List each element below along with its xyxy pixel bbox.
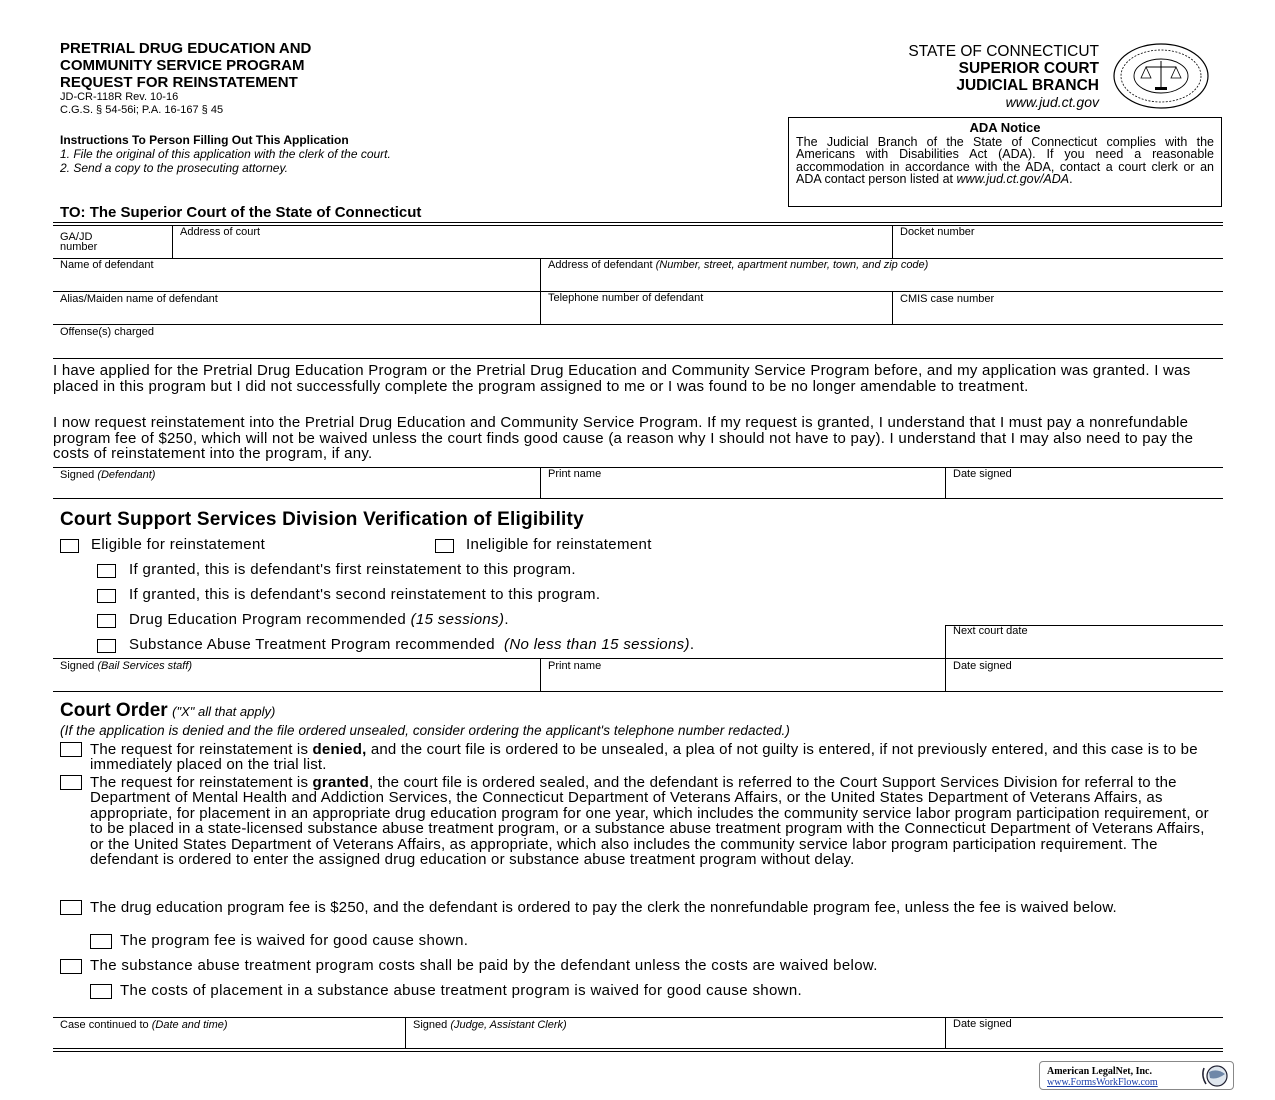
- alias-field[interactable]: Alias/Maiden name of defendant: [60, 293, 218, 305]
- offenses-field[interactable]: Offense(s) charged: [60, 326, 154, 338]
- cmis-field[interactable]: CMIS case number: [900, 293, 995, 305]
- next-court-date-field[interactable]: Next court date: [953, 625, 1028, 637]
- substance-abuse-label: Substance Abuse Treatment Program recommended (No less than 15 sessions).: [129, 636, 695, 653]
- case-continued-field[interactable]: Case continued to (Date and time): [60, 1019, 228, 1031]
- court-address-field[interactable]: Address of court: [180, 226, 261, 238]
- instructions: Instructions To Person Filling Out This Application 1. File the original of this application with the clerk of the court. 2. Send a copy to the prosecuting attorney.: [60, 133, 391, 175]
- costs-waived-checkbox[interactable]: [90, 984, 112, 999]
- form-title: PRETRIAL DRUG EDUCATION AND COMMUNITY SERVICE PROGRAM REQUEST FOR REINSTATEMENT: [60, 40, 312, 91]
- judicial-seal-icon: [1112, 43, 1210, 109]
- defendant-print-name-field[interactable]: Print name: [548, 468, 602, 480]
- denied-order-text: The request for reinstatement is denied, and the court file is ordered to be unsealed, a plea of not guilty is entered, if not previously entered, and this case is to be immediately placed on the trial list.: [90, 741, 1198, 774]
- costs-checkbox[interactable]: [60, 959, 82, 974]
- addressee: TO: The Superior Court of the State of Connecticut: [60, 204, 422, 221]
- reinstatement-request-statement: I now request reinstatement into the Pretrial Drug Education and Community Service Program. If my request is granted, I understand that I must pay a nonrefundable program fee of $250, which will not be waived unless the court finds good cause (a reason why I should not have to pay). I understand that I may also need to pay the costs of reinstatement into the program, if any.: [53, 414, 1194, 463]
- fee-checkbox[interactable]: [60, 900, 82, 915]
- cssd-heading: Court Support Services Division Verification of Eligibility: [60, 509, 584, 530]
- globe-icon: [1200, 1064, 1230, 1088]
- substance-abuse-checkbox[interactable]: [97, 639, 116, 653]
- defendant-signature-field[interactable]: Signed (Defendant): [60, 469, 156, 481]
- defendant-name-field[interactable]: Name of defendant: [60, 259, 154, 271]
- court-order-note: (If the application is denied and the file ordered unsealed, consider ordering the applicant's telephone number redacted.): [60, 723, 790, 738]
- fee-waived-checkbox[interactable]: [90, 934, 112, 949]
- judge-date-signed-field[interactable]: Date signed: [953, 1018, 1012, 1030]
- second-reinstatement-checkbox[interactable]: [97, 589, 116, 603]
- publisher-url[interactable]: www.FormsWorkFlow.com: [1047, 1077, 1158, 1088]
- bail-staff-print-name-field[interactable]: Print name: [548, 660, 602, 672]
- docket-number-field[interactable]: Docket number: [900, 226, 975, 238]
- website-link[interactable]: www.jud.ct.gov: [1005, 94, 1099, 110]
- bail-staff-signature-field[interactable]: Signed (Bail Services staff): [60, 660, 193, 672]
- granted-order-text: The request for reinstatement is granted, the court file is ordered sealed, and the defendant is referred to the Court Support Services Division for referral to the Department of Mental Health and Addiction Services, the Connecticut Department of Veterans Affairs, or the United States Department of Veterans Affairs, as appropriate, for placement in an appropriate drug education program for one year, which includes the community service labor program participation requirement, or to be placed in a state-licensed substance abuse treatment program, or a substance abuse treatment program with the Connecticut Department of Veterans Affairs, or the United States Department of Veterans Affairs, as appropriate, which also includes the community service labor program participation requirement. The defendant is ordered to enter the assigned drug education or substance abuse treatment program without delay.: [90, 774, 1209, 869]
- eligible-checkbox[interactable]: [60, 539, 79, 553]
- eligible-label: Eligible for reinstatement: [91, 536, 266, 553]
- costs-order-text: The substance abuse treatment program costs shall be paid by the defendant unless the costs are waived below.: [90, 957, 878, 974]
- denied-checkbox[interactable]: [60, 742, 82, 757]
- drug-education-checkbox[interactable]: [97, 614, 116, 628]
- ada-link[interactable]: www.jud.ct.gov/ADA: [956, 172, 1070, 187]
- first-reinstatement-label: If granted, this is defendant's first reinstatement to this program.: [129, 561, 576, 578]
- judge-signature-field[interactable]: Signed (Judge, Assistant Clerk): [413, 1019, 567, 1031]
- granted-checkbox[interactable]: [60, 775, 82, 790]
- prior-application-statement: I have applied for the Pretrial Drug Education Program or the Pretrial Drug Education and Community Service Program before, and my application was granted. I was placed in this program but I did not successfully complete the program assigned to me or I was found to be no longer amendable to treatment.: [53, 362, 1191, 395]
- costs-waived-label: The costs of placement in a substance abuse treatment program is waived for good cause shown.: [120, 982, 803, 999]
- telephone-field[interactable]: Telephone number of defendant: [548, 292, 704, 304]
- form-number: JD-CR-118R Rev. 10-16 C.G.S. § 54-56i; P.A. 16-167 § 45: [60, 91, 224, 116]
- ga-jd-field[interactable]: GA/JD number: [60, 231, 98, 253]
- ada-notice: ADA Notice The Judicial Branch of the State of Connecticut complies with the Americans with Disabilities Act (ADA). If you need a reasonable accommodation in accordance with the ADA, contact a court clerk or an ADA contact person listed at www.jud.ct.gov/ADA.: [788, 117, 1222, 207]
- defendant-address-field[interactable]: Address of defendant (Number, street, apartment number, town, and zip code): [548, 259, 929, 271]
- ineligible-checkbox[interactable]: [435, 539, 454, 553]
- publisher-logo[interactable]: American LegalNet, Inc. www.FormsWorkFlow.com: [1039, 1061, 1234, 1090]
- drug-education-label: Drug Education Program recommended (15 sessions).: [129, 611, 509, 628]
- first-reinstatement-checkbox[interactable]: [97, 564, 116, 578]
- court-order-heading: Court Order ("X" all that apply): [60, 700, 276, 721]
- second-reinstatement-label: If granted, this is defendant's second reinstatement to this program.: [129, 586, 601, 603]
- fee-waived-label: The program fee is waived for good cause shown.: [120, 932, 469, 949]
- court-header: STATE OF CONNECTICUT SUPERIOR COURT JUDICIAL BRANCH www.jud.ct.gov: [908, 43, 1099, 110]
- bail-staff-date-signed-field[interactable]: Date signed: [953, 660, 1012, 672]
- fee-order-text: The drug education program fee is $250, and the defendant is ordered to pay the clerk the nonrefundable program fee, unless the fee is waived below.: [90, 899, 1117, 916]
- defendant-date-signed-field[interactable]: Date signed: [953, 468, 1012, 480]
- ineligible-label: Ineligible for reinstatement: [466, 536, 652, 553]
